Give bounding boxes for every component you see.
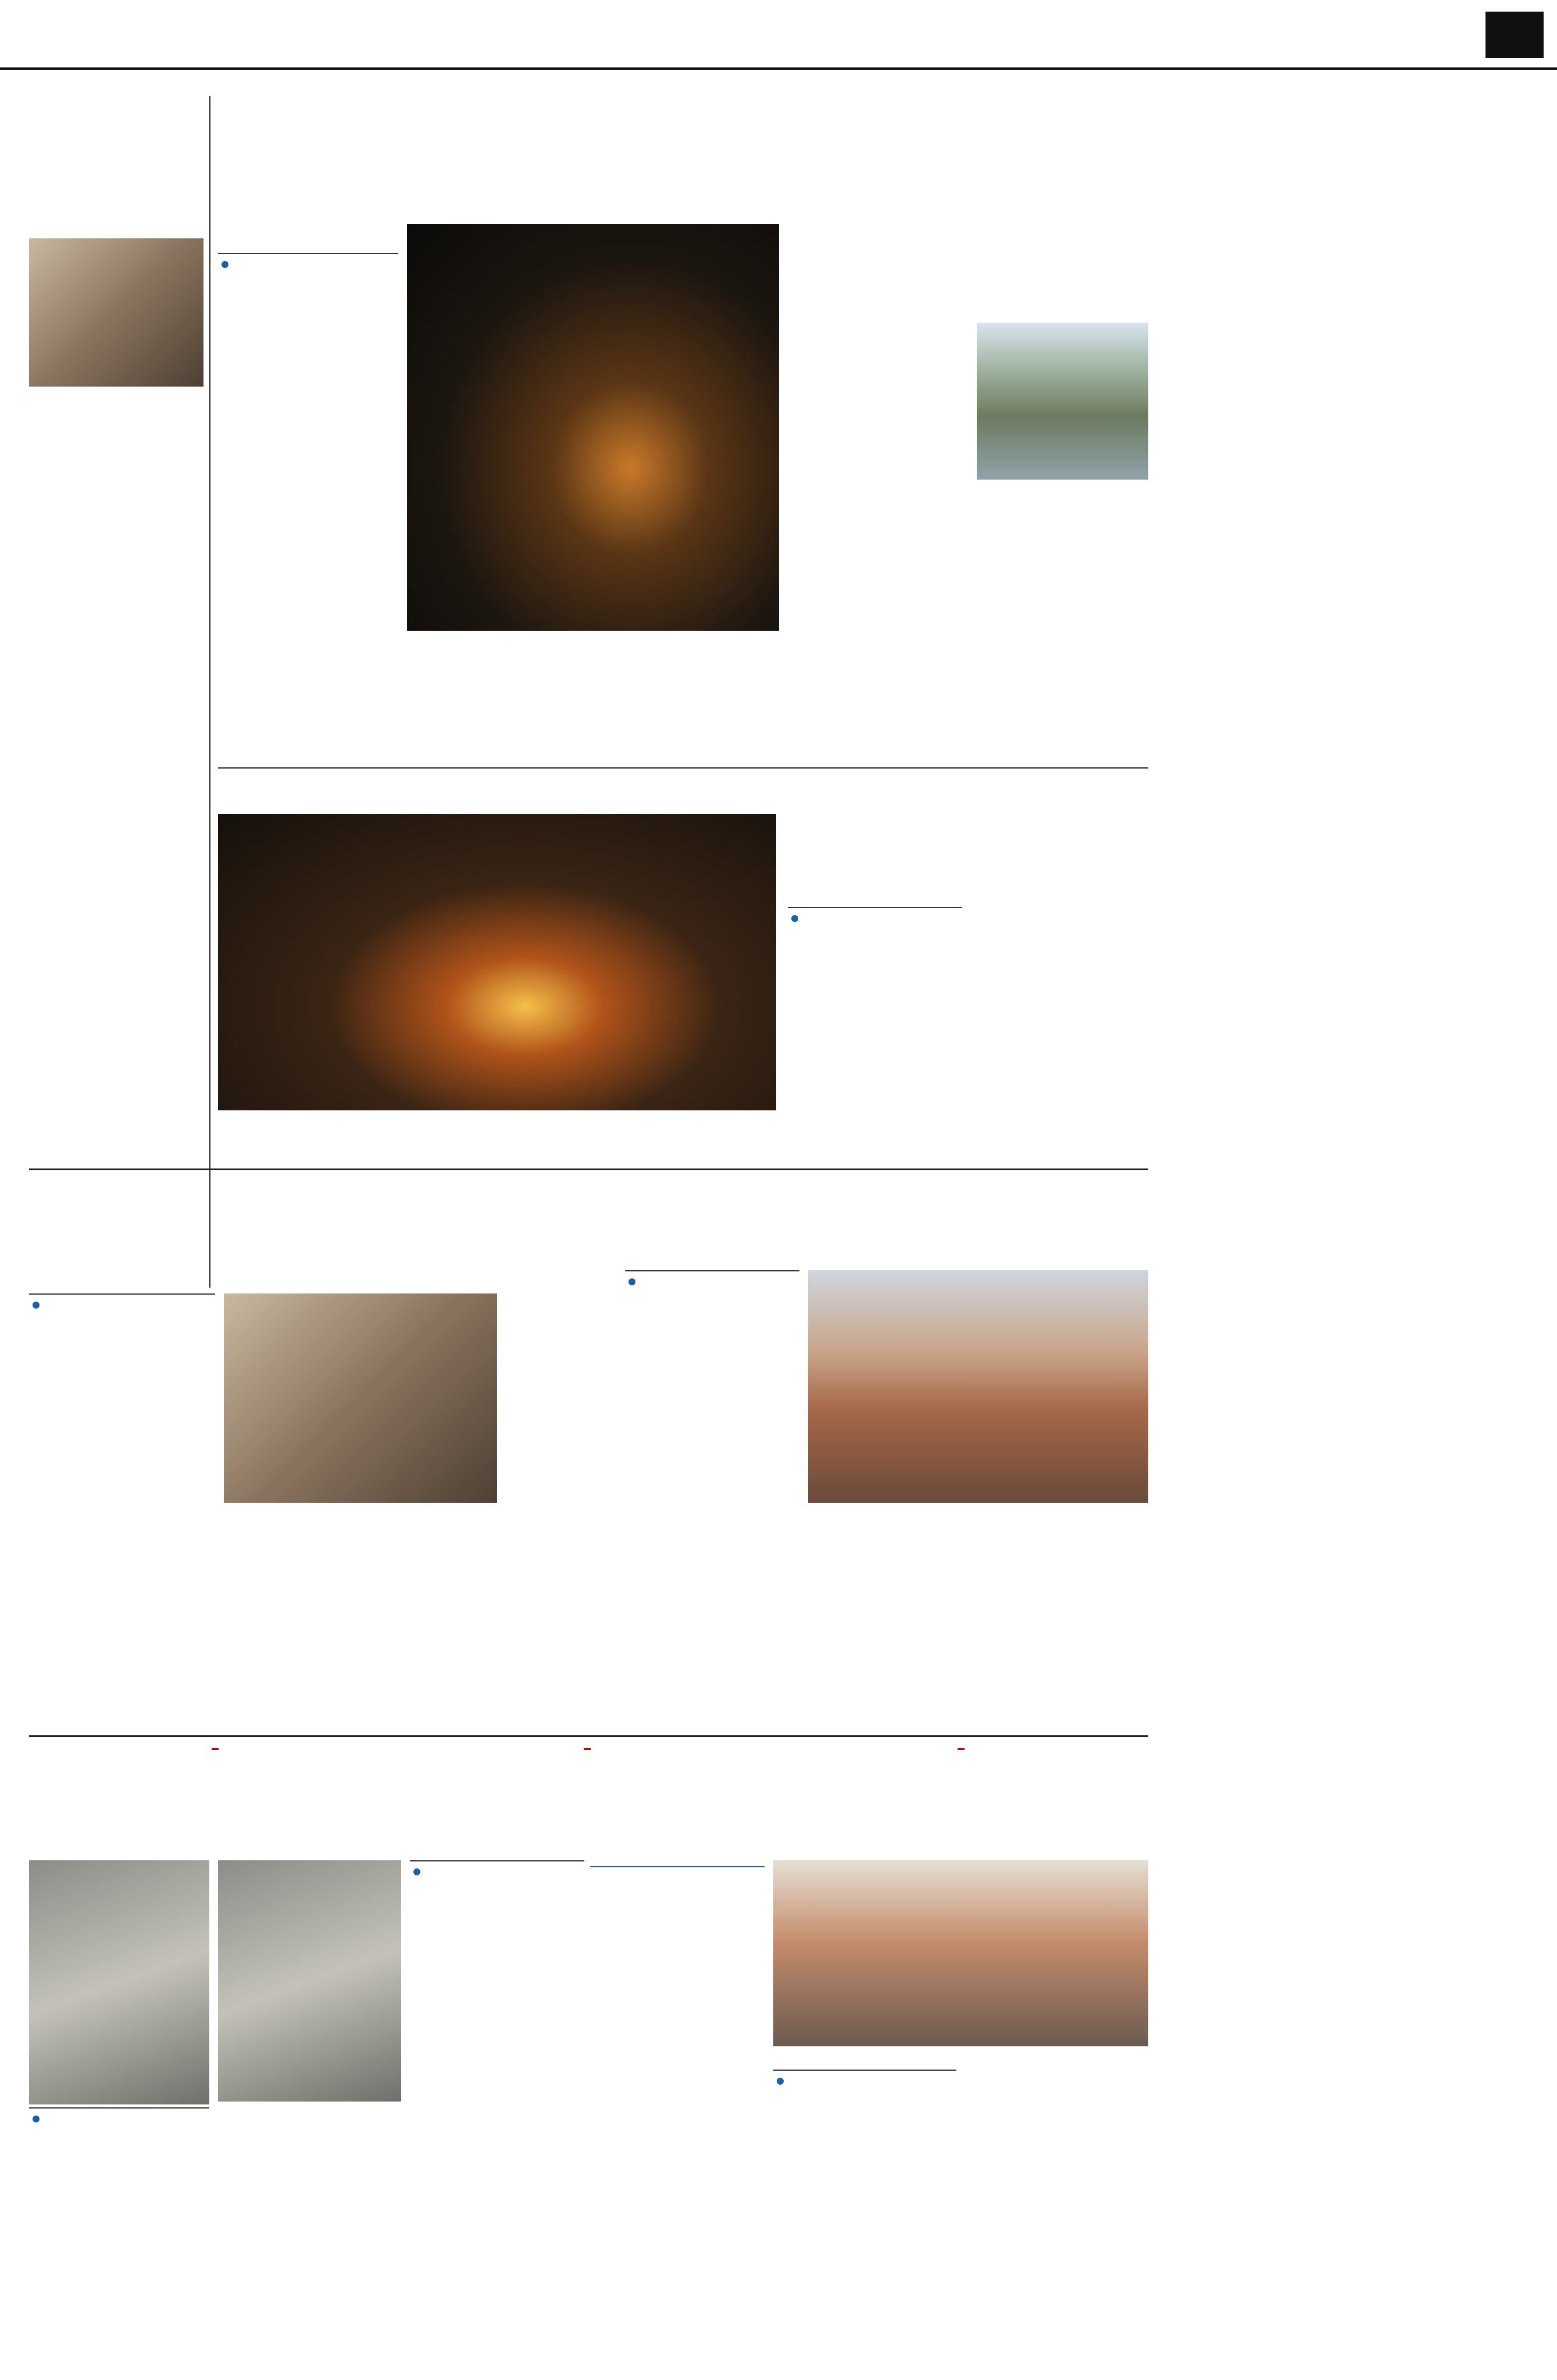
ragging-quote [590, 1866, 765, 1871]
elephant-night-photo [407, 224, 779, 631]
page-number [1485, 12, 1544, 58]
ragging-kicker-wrap [410, 1741, 765, 1752]
school-construction-photo [29, 1860, 209, 2104]
elephant-body-2 [407, 651, 587, 762]
chhatarpur-byline [29, 1293, 215, 1311]
elephant-body-3 [599, 651, 779, 762]
ragging-kicker [584, 1748, 591, 1750]
lokayukt-kicker-wrap [773, 1741, 1148, 1752]
chhatarpur-body-2 [224, 1511, 410, 1732]
masthead [0, 0, 1557, 70]
wife-body-1 [788, 948, 962, 1163]
school-pillars-photo [218, 1860, 401, 2102]
school-kicker-wrap [29, 1741, 401, 1752]
lokayukt-body-1 [773, 2107, 956, 2320]
chhatarpur-hospital-photo [224, 1293, 497, 1503]
column-divider [209, 96, 210, 1288]
byline-dot-icon [413, 1868, 420, 1875]
lokayukt-byline [773, 2070, 956, 2087]
lokayukt-body-2 [965, 2070, 1148, 2320]
wife-byline [788, 907, 962, 924]
byline-dot-icon [777, 2078, 784, 2085]
elephant-forest-caption [977, 485, 1148, 759]
ragging-byline [410, 1860, 584, 1878]
hr-1 [218, 767, 1148, 769]
bjp-crowd-photo [808, 1270, 1148, 1503]
school-byline-box [29, 2107, 209, 2127]
elephant-body-1 [218, 296, 398, 639]
byline-dot-icon [33, 1302, 40, 1309]
lokayukt-team-photo [773, 1860, 1148, 2046]
train-body [788, 323, 968, 759]
ragging-col-2 [590, 1860, 765, 2320]
chhatarpur-byline-box [29, 1293, 215, 1313]
elephant-byline [218, 253, 398, 270]
byline-dot-icon [33, 2115, 40, 2122]
elephant-byline-box [218, 253, 398, 273]
hr-2 [29, 1168, 1148, 1170]
brief-1-photo [29, 238, 203, 387]
lokayukt-kicker [958, 1748, 965, 1750]
bjp-body-1 [625, 1311, 799, 1729]
ragging-byline-box [410, 1860, 584, 1880]
bjp-byline [625, 1270, 799, 1288]
lokayukt-byline-box [773, 2070, 956, 2089]
ragging-body-1 [410, 1901, 584, 2320]
school-body-1 [29, 2145, 209, 2320]
brief-2-body [29, 759, 203, 1107]
torch-photo [218, 814, 776, 1110]
bjp-byline-box [625, 1270, 799, 1290]
bjp-col-2 [808, 1526, 977, 1729]
bjp-quote-box [985, 1526, 1148, 1729]
byline-dot-icon [628, 1278, 635, 1285]
school-body-2 [218, 2107, 401, 2320]
school-byline [29, 2107, 209, 2125]
brief-1-body [29, 392, 203, 695]
chhatarpur-body-1 [29, 1337, 215, 1727]
news-brief-column [29, 96, 203, 1282]
school-kicker [212, 1748, 219, 1750]
wife-body-2 [974, 907, 1148, 1163]
byline-dot-icon [222, 261, 228, 268]
byline-dot-icon [791, 915, 798, 922]
wife-byline-box [788, 907, 962, 927]
chhatarpur-body-3 [419, 1511, 613, 1732]
elephant-forest-photo [977, 323, 1148, 480]
hr-3 [29, 1735, 1148, 1737]
